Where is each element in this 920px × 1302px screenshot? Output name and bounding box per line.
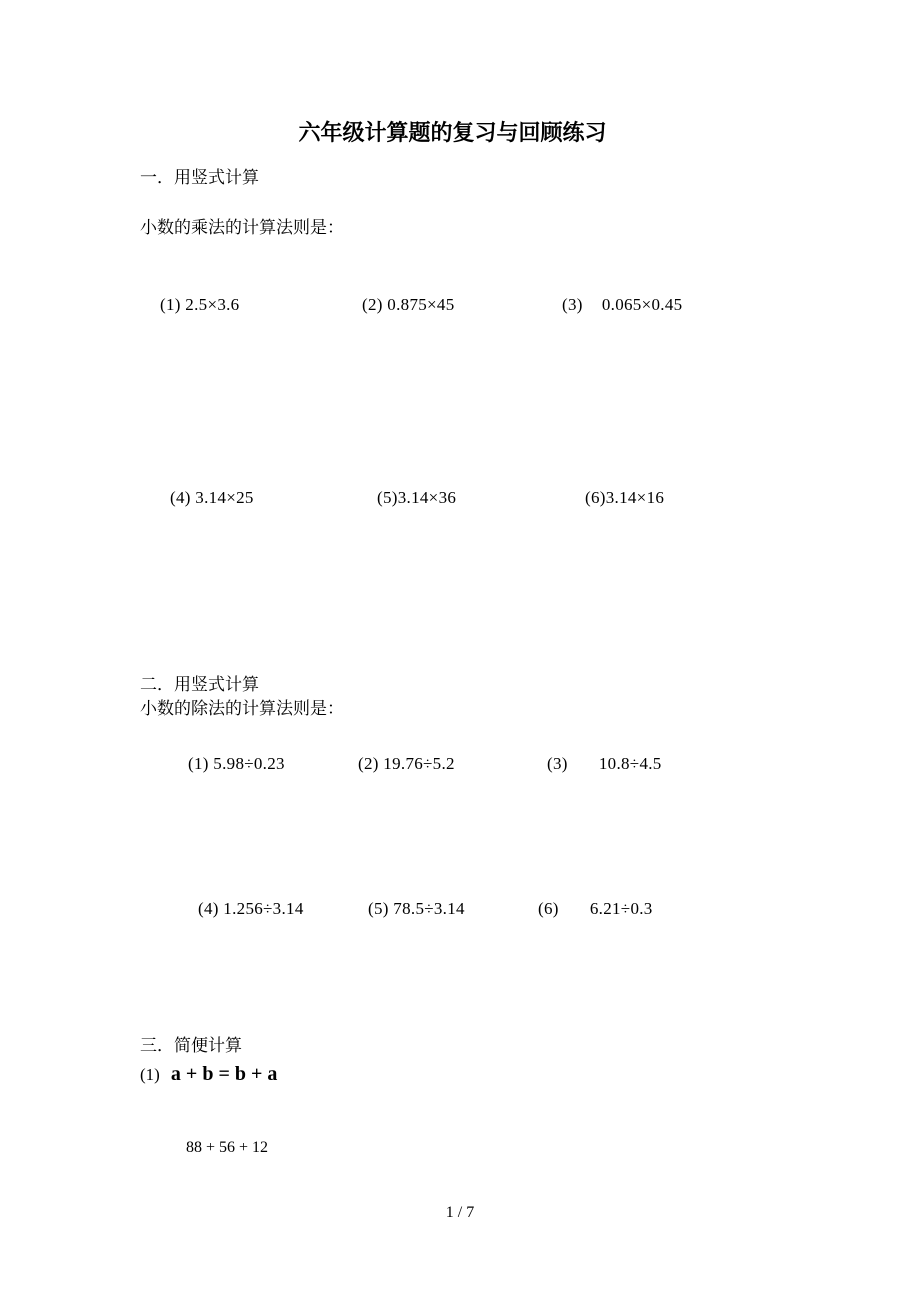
problem-number: (4) <box>170 488 191 507</box>
problem-expression: 3.14×36 <box>397 488 457 507</box>
problem-1-2 <box>362 295 455 315</box>
problem-1-5 <box>377 488 456 508</box>
problem-2-6 <box>538 899 653 919</box>
problem-expression: 0.875×45 <box>387 295 455 314</box>
section2-rule-prompt: 小数的除法的计算法则是： <box>140 699 344 719</box>
problem-expression: 10.8÷4.5 <box>598 754 662 773</box>
problem-number: (5) <box>377 488 398 507</box>
page-title: 六年级计算题的复习与回顾练习 <box>298 121 607 146</box>
problem-2-3 <box>547 754 662 774</box>
problem-expression: 1.256÷3.14 <box>223 899 304 918</box>
section1-heading: 一．用竖式计算 <box>140 168 259 188</box>
problem-2-2 <box>358 754 455 774</box>
problem-number: (2) <box>358 754 379 773</box>
problem-expression: 5.98÷0.23 <box>213 754 285 773</box>
problem-2-1 <box>188 754 285 774</box>
problem-number: (1) <box>160 295 181 314</box>
rule-number: (1) <box>140 1065 160 1084</box>
problem-number: (2) <box>362 295 383 314</box>
problem-expression: 19.76÷5.2 <box>383 754 455 773</box>
problem-number: (5) <box>368 899 389 918</box>
problem-expression: 0.065×0.45 <box>601 295 683 314</box>
problem-number: (3) <box>547 754 568 773</box>
problem-1-4 <box>170 488 254 508</box>
problem-number: (6) <box>585 488 606 507</box>
problem-1-3 <box>562 295 682 315</box>
problem-expression: 78.5÷3.14 <box>393 899 465 918</box>
section2-heading: 二．用竖式计算 <box>140 675 259 695</box>
problem-2-5 <box>368 899 465 919</box>
section3-heading: 三．简便计算 <box>140 1036 242 1056</box>
commutative-rule <box>140 1063 277 1086</box>
problem-1-6 <box>585 488 664 508</box>
simplify-problem: 88 + 56 + 12 <box>186 1139 269 1156</box>
problem-2-4 <box>198 899 304 919</box>
problem-expression: 6.21÷0.3 <box>589 899 653 918</box>
problem-number: (3) <box>562 295 583 314</box>
problem-expression: 2.5×3.6 <box>185 295 240 314</box>
page-number: 1 / 7 <box>445 1204 475 1221</box>
problem-expression: 3.14×16 <box>605 488 665 507</box>
problem-number: (6) <box>538 899 559 918</box>
problem-expression: 3.14×25 <box>195 488 254 507</box>
problem-number: (1) <box>188 754 209 773</box>
problem-1-1 <box>160 295 239 315</box>
section1-rule-prompt: 小数的乘法的计算法则是： <box>140 218 344 238</box>
rule-formula: a + b = b + a <box>170 1063 278 1085</box>
problem-number: (4) <box>198 899 219 918</box>
